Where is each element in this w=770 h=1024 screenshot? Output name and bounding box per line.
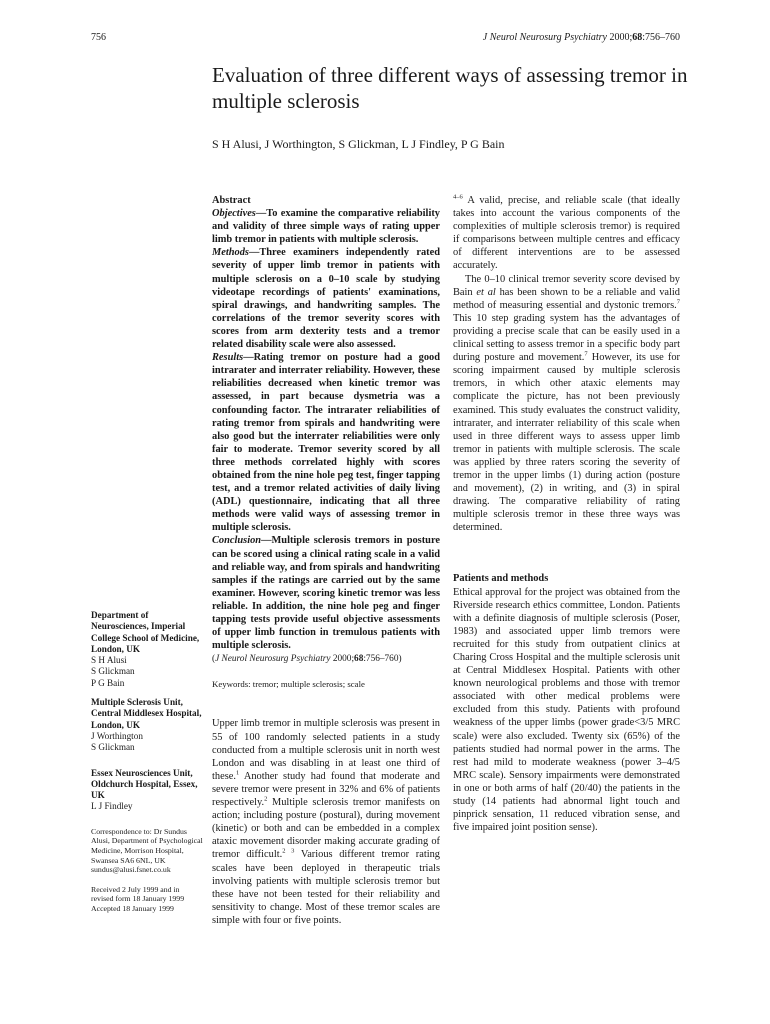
reference-marker[interactable]: 2: [264, 795, 268, 803]
journal-name: J Neurol Neurosurg Psychiatry: [482, 32, 607, 43]
journal-year: 2000;: [609, 32, 633, 43]
objectives-text: —To examine the comparative reliability and validity of three simple ways of rating upper limb tremor in patients with multiple sclerosis.: [212, 208, 440, 246]
correspondence: [91, 827, 203, 875]
correspondence-email[interactable]: sundus@alusi.fsnet.co.uk: [91, 865, 171, 875]
abstract-citation: (J Neurol Neurosurg Psychiatry 2000;68:756–760): [212, 654, 402, 665]
intro-text: Another study had found that moderate and severe tremor were present in 32% and 6% of patients respectively.: [212, 770, 440, 809]
intro-text: A valid, precise, and reliable scale (that ideally takes into account the various components of the complexities of multiple sclerosis tremor) is required if comparisons between multiple centres and efficacy of different interventions are to be assessed accurately.: [453, 195, 680, 272]
intro-text: Upper limb tremor in multiple sclerosis was present in 55 of 100 randomly selected patients in a study conducted from a multiple sclerosis unit in north west London and was disabling in at least one third of these.: [212, 718, 440, 782]
reference-marker[interactable]: 7: [676, 298, 680, 306]
affiliation-person: P G Bain: [91, 677, 125, 688]
journal-reference: [483, 32, 680, 43]
affiliation-block: [91, 697, 203, 753]
citation-pages: :756–760): [363, 654, 402, 665]
right-column: [453, 194, 680, 834]
intro-paragraph-2: [453, 273, 680, 535]
affiliation-person: S Glickman: [91, 742, 135, 753]
page-number: 756: [91, 32, 106, 43]
affiliation-institution: Department of Neurosciences, Imperial College School of Medicine, London, UK: [91, 610, 200, 654]
intro-text: Multiple sclerosis tremor manifests on action; including posture (postural), during movement (kinetic) or both and can be embedded in a complex ataxic movement disorder making accurate grading of tremor difficult.: [212, 797, 440, 861]
intro-text: has been shown to be a reliable and valid method of measuring essential and dystonic tremors.: [453, 286, 680, 311]
reference-marker[interactable]: 7: [584, 350, 588, 358]
affiliation-person: J Worthington: [91, 730, 143, 741]
abstract: [212, 194, 440, 652]
affiliation-person: S Glickman: [91, 666, 135, 677]
affiliation-person: L J Findley: [91, 801, 133, 812]
reference-marker[interactable]: 4–6: [453, 193, 463, 201]
intro-text: The 0–10 clinical tremor severity score devised by Bain: [453, 273, 680, 298]
objectives-label: Objectives: [212, 208, 256, 220]
conclusion-label: Conclusion: [212, 535, 262, 547]
journal-pages: :756–760: [642, 32, 680, 43]
results-text: —Rating tremor on posture had a good intrarater and interrater reliability. However, these reliabilities decreased when kinetic tremor was assessed, in part because dysmetria was a confounding factor. The intrarater reliabilities of rating tremor from spirals and handwriting were also good but the interrater reliabilities were only fair to moderate. Tremor severity scored by all three methods correlated highly with scores obtained from the nine hole peg test, finger tapping test, and a tremor related activities of daily living (ADL) questionnaire, indicating that all three methods were valid ways of assessing tremor in multiple sclerosis.: [212, 352, 440, 534]
citation-journal: J Neurol Neurosurg Psychiatry: [215, 654, 331, 665]
affiliation-institution: Multiple Sclerosis Unit, Central Middlesex Hospital, London, UK: [91, 697, 202, 730]
affiliations-sidebar: [91, 610, 203, 922]
et-al: et al: [476, 286, 496, 298]
affiliation-block: [91, 768, 203, 813]
affiliation-institution: Essex Neurosciences Unit, Oldchurch Hospital, Essex, UK: [91, 767, 198, 801]
received-dates: Received 2 July 1999 and in revised form 18 January 1999 Accepted 18 January 1999: [91, 884, 185, 913]
intro-text: This 10 step grading system has the advantages of providing a precise scale that can be easily used in a clinical setting to assess tremor in a specific body part during posture and movement.: [453, 312, 680, 364]
left-column: [212, 194, 440, 927]
keywords: Keywords: tremor; multiple sclerosis; scale: [212, 679, 365, 690]
citation-year: 2000;: [330, 654, 355, 665]
intro-paragraph-continued: [453, 194, 680, 273]
conclusion-text: —Multiple sclerosis tremors in posture can be scored using a clinical rating scale in a valid and reliable way, and from spirals and handwriting samples if the ratings are carried out by the same examiner. However, scoring kinetic tremor was less reliable. In addition, the nine hole peg and finger tapping tests provide useful objective assessments of upper limb function in tremulous patients with multiple sclerosis.: [212, 535, 440, 652]
citation-volume: 68: [354, 654, 364, 665]
methods-label: Methods: [212, 247, 249, 259]
journal-volume: 68: [632, 32, 643, 43]
methods-paragraph: Ethical approval for the project was obtained from the Riverside research ethics committee, London. Patients with a definite diagnosis of multiple sclerosis (Poser, 1983) and associated upper limb tremors were recruited for this study from outpatient clinics at Charing Cross Hospital and the multiple sclerosis unit at Central Middlesex Hospital. Patients with other known neurological problems and those with tremor associated with other medical problems were excluded from this study. Patients with profound weakness of the upper limbs (power grade<3/5 MRC scale) were also excluded. Twenty six (65%) of the patients studied had normal power in the arms. The rest had mild to moderate weakness (power 3–4/5 MRC scale). Sensory impairments were demonstrated in one or both arms of half (20/40) the patients in the study (14 patients had abnormal light touch and pinprick sensation, 11 reduced vibration sense, and five impaired joint position sense).: [453, 586, 680, 834]
author-list: S H Alusi, J Worthington, S Glickman, L J Findley, P G Bain: [212, 137, 505, 151]
affiliation-person: S H Alusi: [91, 655, 127, 666]
results-label: Results: [212, 352, 244, 364]
intro-paragraph: [212, 717, 440, 927]
section-heading: Patients and methods: [453, 573, 549, 585]
correspondence-address: Correspondence to: Dr Sundus Alusi, Department of Psychological Medicine, Morrison Hospital, Swansea SA6 6NL, UK: [91, 826, 203, 865]
intro-text-continued: Various different tremor rating scales have been deployed in therapeutic trials involving patients with multiple sclerosis tremor but these have not been tested for their reliability and sensitivity to change. Most of these tremor scales are simple with four or five points.: [212, 849, 440, 926]
article-title: Evaluation of three different ways of assessing tremor in multiple sclerosis: [212, 63, 688, 113]
affiliation-block: [91, 610, 203, 689]
abstract-heading: Abstract: [212, 195, 251, 206]
intro-text: However, its use for scoring impairment caused by multiple sclerosis tremors, in which other ataxic elements may complicate the picture, has not been previously examined. This study evaluates the construct validity, intrarater, and interrater reliability of this scale when used in three different ways to assess upper limb tremor in patients with multiple sclerosis. The scale was applied by three raters scoring the severity of tremor in the upper limbs (1) during action (posture and movement), (2) in writing, and (3) in spiral drawing. The comparative reliability of rating multiple sclerosis tremor in these three ways was determined.: [453, 352, 680, 534]
methods-text: —Three examiners independently rated severity of upper limb tremor in patients with multiple sclerosis on a 0–10 scale by studying videotape recordings of patients' examinations, spiral drawings, and handwriting samples. The correlations of the tremor severity scores with scores from arm dexterity tests and a tremor related disability scale were also assessed.: [212, 247, 440, 351]
reference-marker[interactable]: 2 3: [282, 847, 295, 855]
reference-marker[interactable]: 1: [235, 769, 240, 777]
